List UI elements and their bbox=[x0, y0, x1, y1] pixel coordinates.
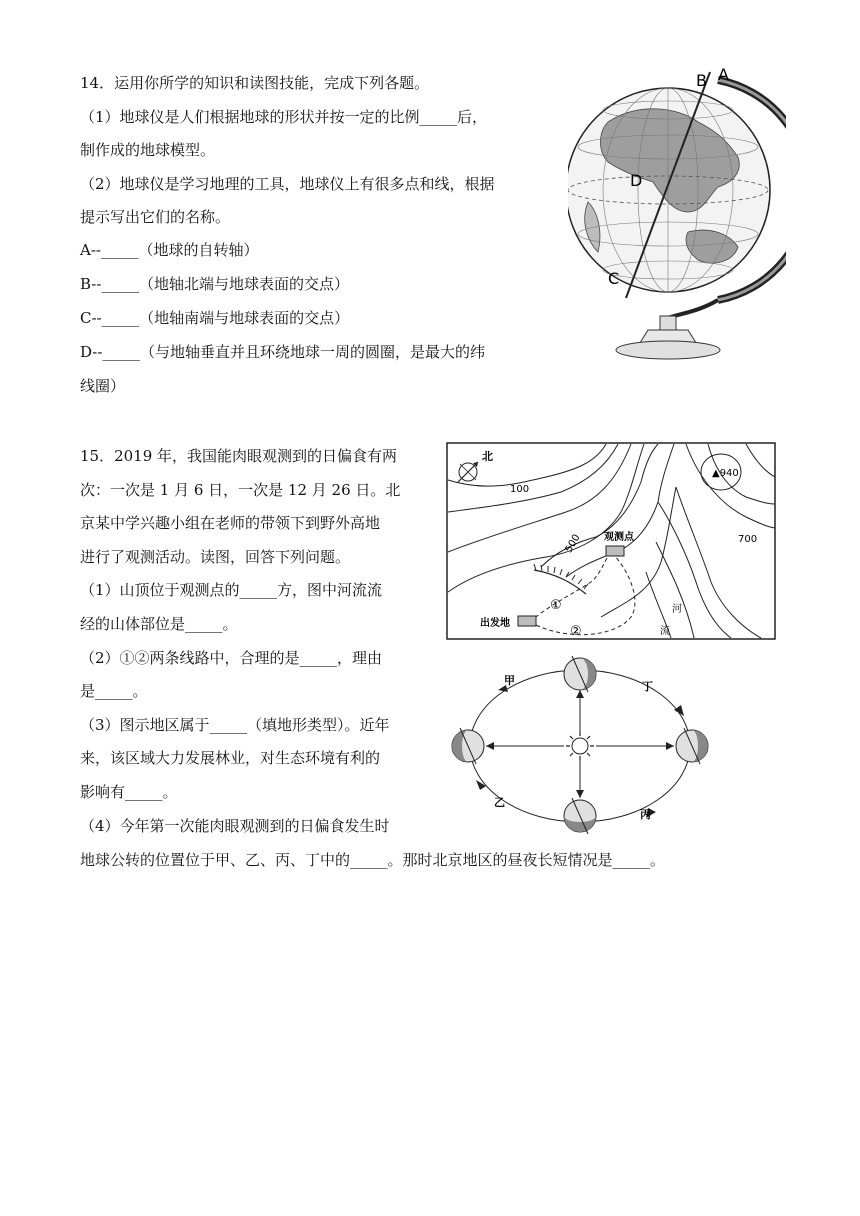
map-contour-500: 500 bbox=[563, 532, 583, 555]
q15-line4: 进行了观测活动。读图，回答下列问题。 bbox=[80, 548, 351, 566]
map-north-label: 北 bbox=[482, 450, 493, 463]
q15-line1: 15．2019 年，我国能肉眼观测到的日偏食有两 bbox=[80, 447, 398, 465]
map-river-label-2: 流 bbox=[660, 626, 670, 637]
map-route-1: ① bbox=[550, 598, 562, 613]
q15-part4-line2: 地球公转的位置位于甲、乙、丙、丁中的_____。那时北京地区的昼夜长短情况是_____。 bbox=[80, 851, 666, 869]
globe-label-b: B bbox=[696, 71, 707, 90]
q15-part3-line1: （3）图示地区属于_____（填地形类型）。近年 bbox=[80, 716, 390, 734]
globe-figure bbox=[568, 62, 786, 362]
q15-part2-line2: 是_____。 bbox=[80, 682, 148, 700]
map-contour-100: 100 bbox=[510, 484, 530, 495]
orbit-label-ding: 丁 bbox=[642, 680, 653, 693]
q14-item-d-line2: 线圈） bbox=[80, 377, 126, 395]
map-start-label: 出发地 bbox=[480, 618, 510, 629]
orbit-label-yi: 乙 bbox=[494, 796, 505, 809]
q15-part3-line2: 来，该区域大力发展林业，对生态环境有利的 bbox=[80, 749, 381, 767]
orbit-label-bing: 丙 bbox=[640, 808, 651, 821]
map-observe-label: 观测点 bbox=[604, 532, 634, 543]
earth-orbit-diagram bbox=[446, 650, 716, 840]
q14-item-c: C--_____（地轴南端与地球表面的交点） bbox=[80, 309, 350, 327]
globe-label-a: A bbox=[718, 65, 729, 84]
q15-part3-line3: 影响有_____。 bbox=[80, 783, 178, 801]
map-peak-label: ▲940 bbox=[712, 468, 739, 479]
q15-part1-line1: （1）山顶位于观测点的_____方，图中河流流 bbox=[80, 581, 383, 599]
map-river-label-1: 河 bbox=[672, 604, 682, 615]
q14-item-b: B--_____（地轴北端与地球表面的交点） bbox=[80, 275, 349, 293]
q15-part2-line1: （2）①②两条线路中，合理的是_____，理由 bbox=[80, 649, 383, 667]
q15-part4-line1: （4）今年第一次能肉眼观测到的日偏食发生时 bbox=[80, 817, 390, 835]
q14-item-a: A--_____（地球的自转轴） bbox=[80, 241, 259, 259]
contour-map bbox=[446, 442, 776, 640]
q15-part1-line2: 经的山体部位是_____。 bbox=[80, 615, 238, 633]
q14-part2-line1: （2）地球仪是学习地理的工具，地球仪上有很多点和线，根据 bbox=[80, 175, 495, 193]
q15-line3: 京某中学兴趣小组在老师的带领下到野外高地 bbox=[80, 514, 381, 532]
q14-stem: 14．运用你所学的知识和读图技能，完成下列各题。 bbox=[80, 74, 430, 92]
orbit-label-jia: 甲 bbox=[504, 674, 515, 687]
map-contour-700: 700 bbox=[738, 534, 758, 545]
q15-line2: 次：一次是 1 月 6 日，一次是 12 月 26 日。北 bbox=[80, 481, 401, 499]
globe-label-d: D bbox=[630, 171, 643, 190]
q14-item-d-line1: D--_____（与地轴垂直并且环绕地球一周的圆圈，是最大的纬 bbox=[80, 343, 485, 361]
q14-part2-line2: 提示写出它们的名称。 bbox=[80, 208, 231, 226]
q14-part1-line2: 制作成的地球模型。 bbox=[80, 141, 216, 159]
q14-part1-line1: （1）地球仪是人们根据地球的形状并按一定的比例_____后， bbox=[80, 108, 488, 126]
globe-label-c: C bbox=[608, 269, 620, 288]
map-route-2: ② bbox=[570, 624, 582, 639]
